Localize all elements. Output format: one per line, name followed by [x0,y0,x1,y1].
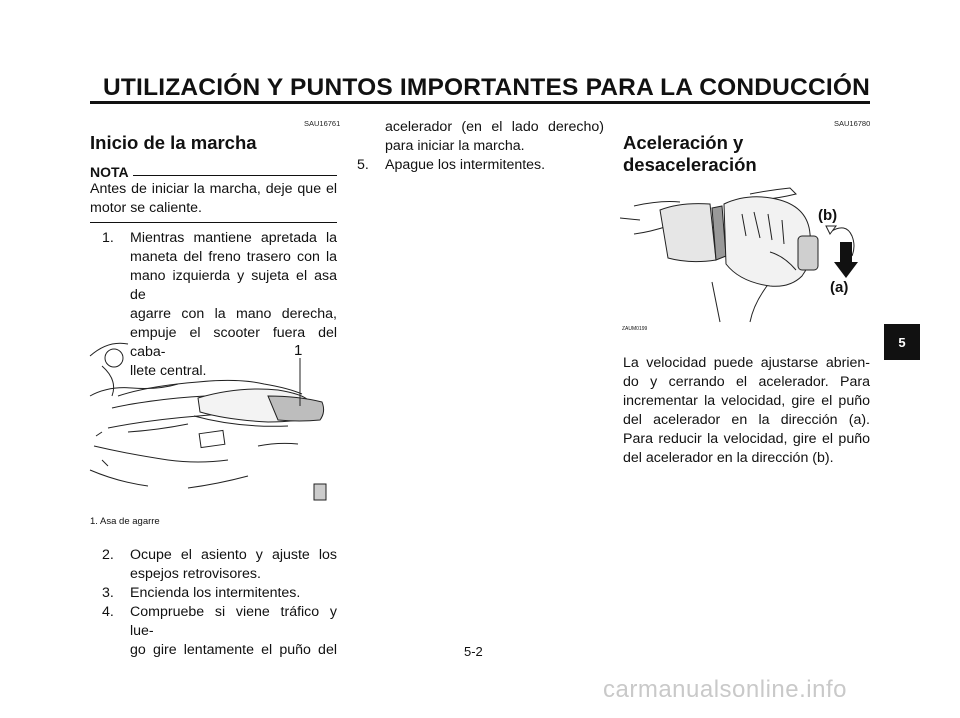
page-header [90,70,870,104]
throttle-grip-illustration [620,182,870,342]
figure-code: ZAUM0199 [622,326,648,332]
steps-4-5-cont: acelerador (en el lado derecho) para iniciar la marcha. 5. Apague los intermitentes. [357,119,604,173]
section-code: SAU16780 [834,119,871,128]
chapter-tab: 5 [884,324,920,360]
chapter-title: UTILIZACIÓN Y PUNTOS IMPORTANTES PARA LA CONDUCCIÓN [103,74,870,101]
note-label: NOTA [90,164,129,180]
section-heading: Aceleración y desaceleración [623,132,757,175]
figure-caption: 1. Asa de agarre [90,516,160,527]
scooter-seat-illustration [88,336,338,504]
direction-label-b: (b) [818,207,838,224]
note-bottom-rule [90,222,337,223]
acceleration-paragraph: La velocidad puede ajustarse abrien- do y cerrando el acelerador. Para incrementar la velocidad, gire el puño del acelerador en la dirección (a). Para reducir la velocidad, gire el puño del acelerador en la dirección (b). [623,355,870,466]
step-1: 1. Mientras mantiene apretada la maneta del freno trasero con la mano izquierda y sujeta el asa de agarre con la mano derecha, empuje el scooter fuera del caba- llete central. [102,230,337,379]
steps-2-4: 2. Ocupe el asiento y ajuste los espejos retrovisores. 3. Encienda los intermitentes. 4. Compruebe si viene tráfico y lue- go gire lentamente el puño del [102,547,337,658]
section-code: SAU16761 [304,119,341,128]
step-number: 1. [102,230,114,246]
note-box [90,164,337,223]
direction-label-a: (a) [830,279,849,296]
footer-watermark: carmanualsonline.info [603,676,847,703]
figure-callout: 1 [294,342,303,359]
note-text: Antes de iniciar la marcha, deje que el motor se caliente. [90,181,337,216]
page-number: 5-2 [464,644,483,659]
note-rule [133,175,337,176]
header-rule [90,101,870,104]
section-heading: Inicio de la marcha [90,132,257,153]
